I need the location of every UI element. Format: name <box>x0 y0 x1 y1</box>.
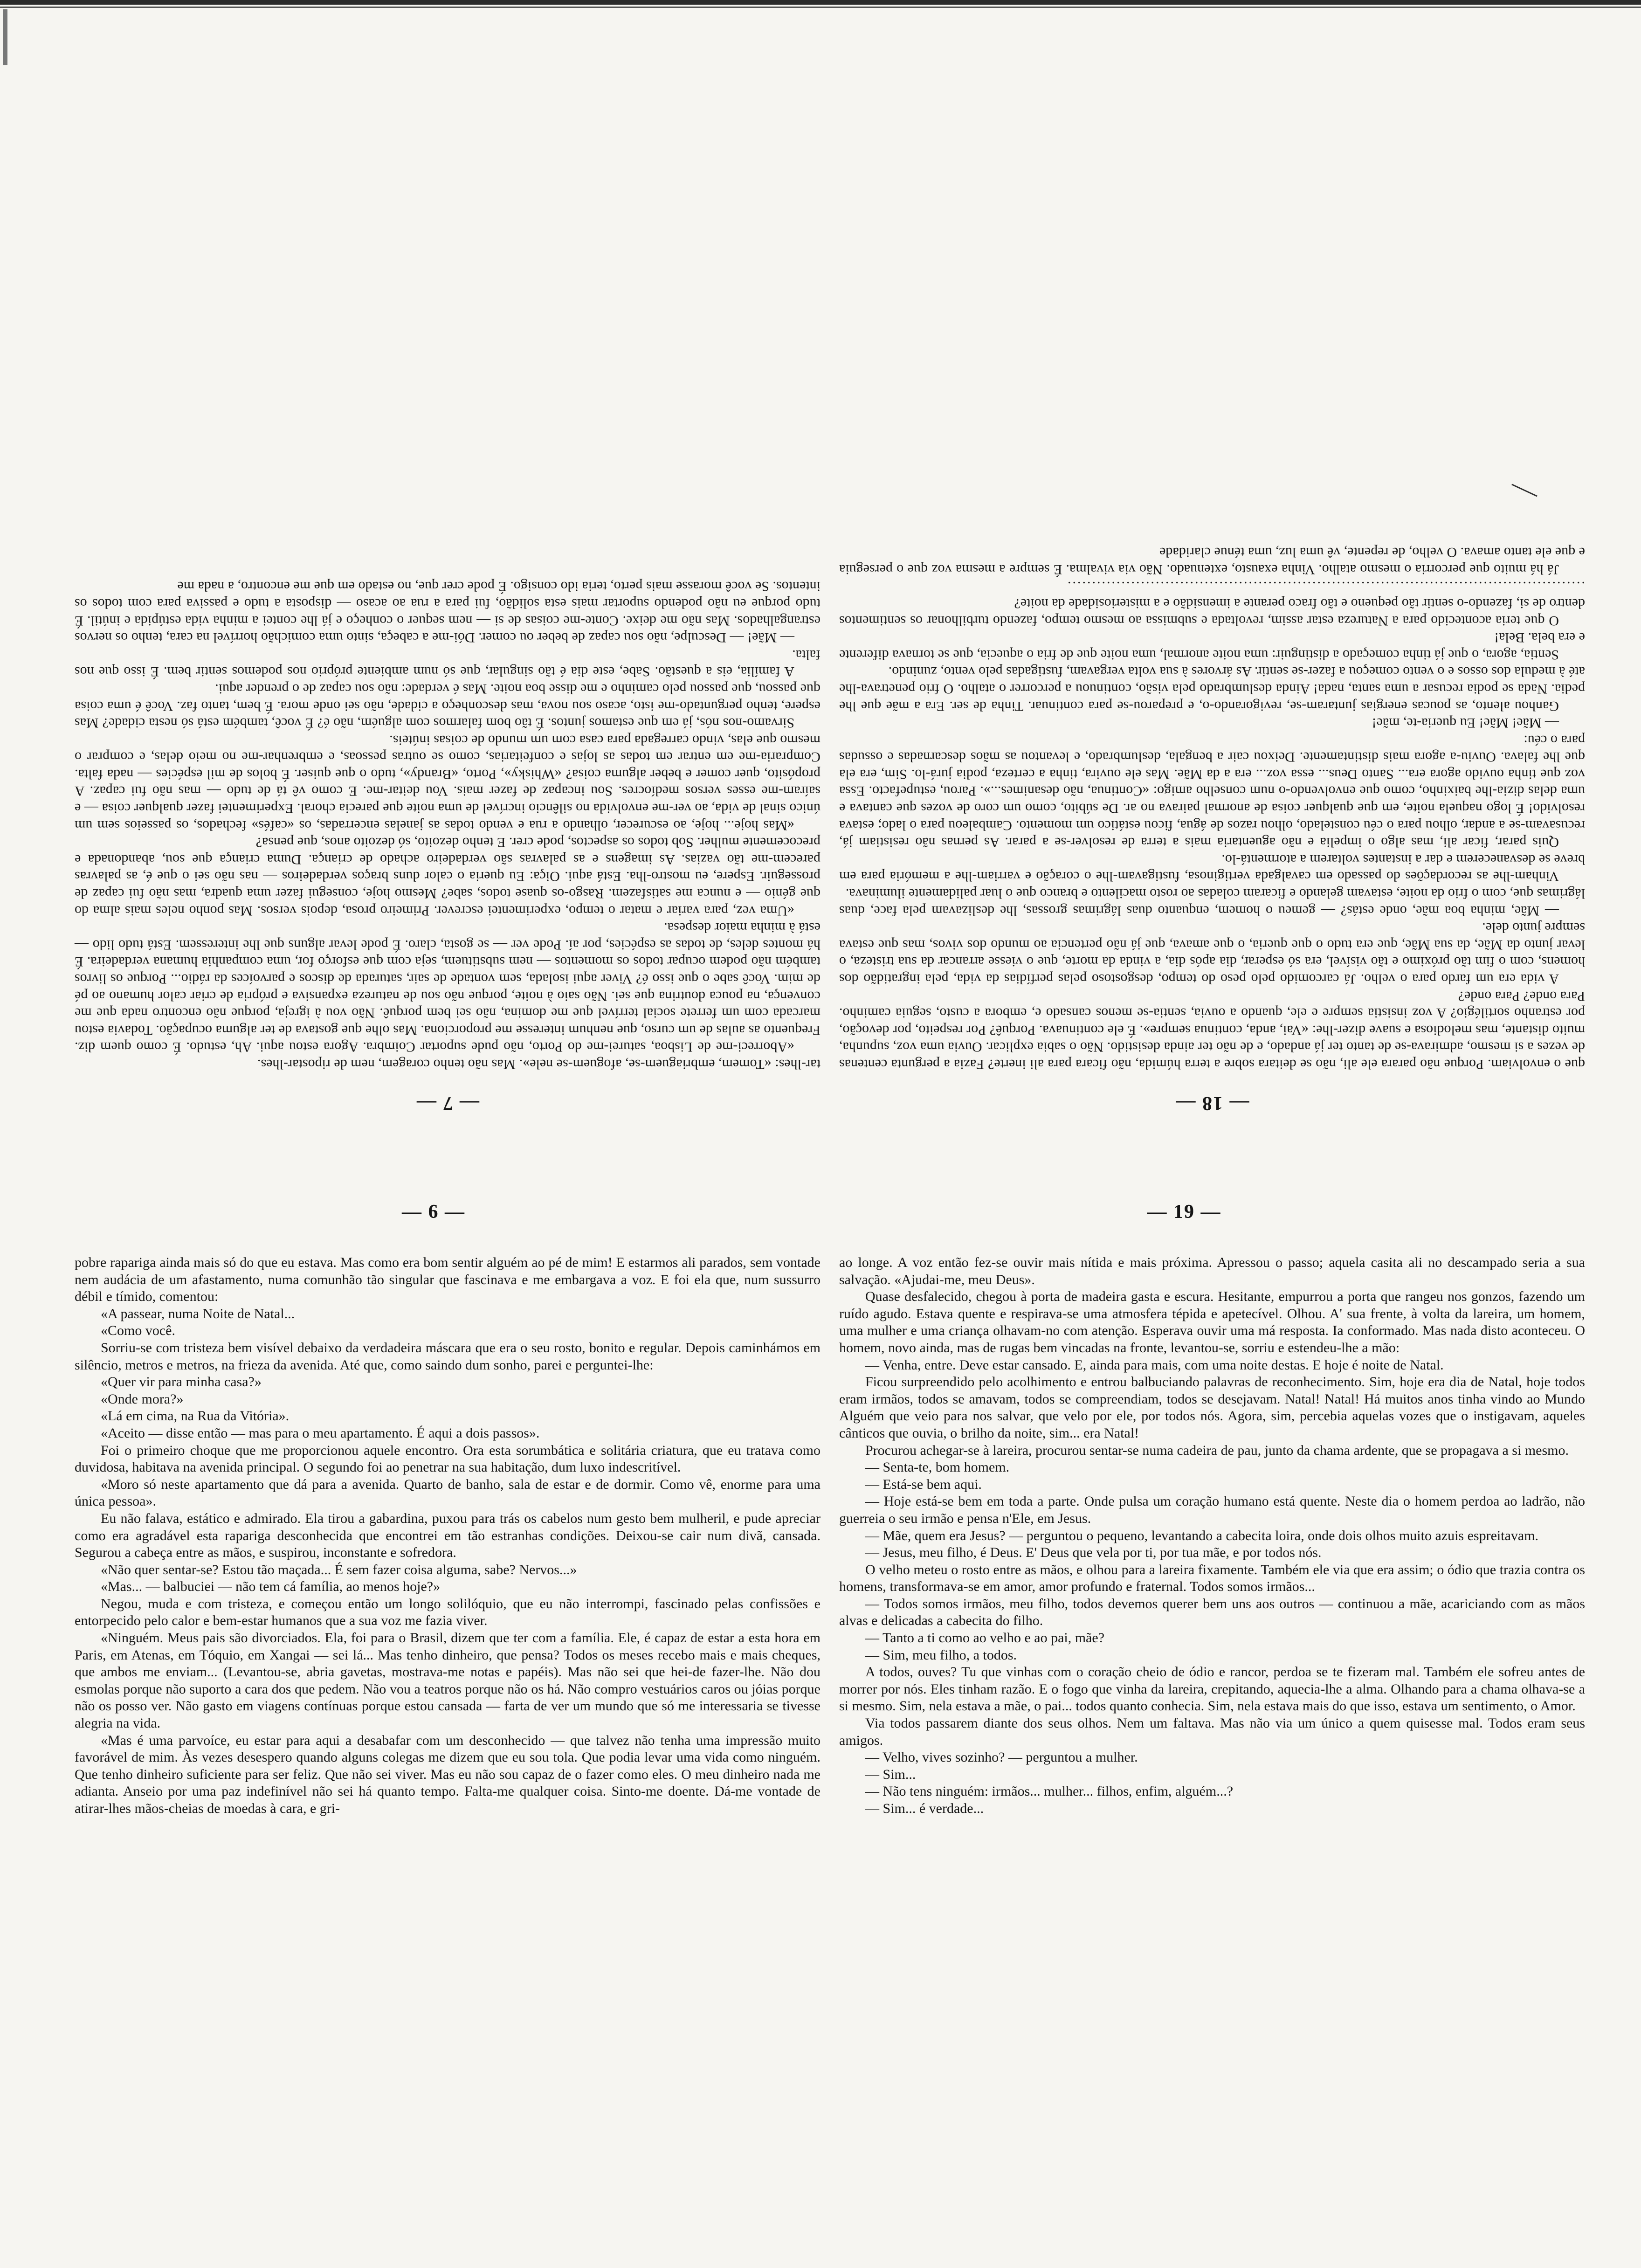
paragraph: tar-lhes: «Tomem, embriaguem-se, afoguem-se nele». Mas não tenho coragem, nem de ripostar-lhes. <box>257 1057 820 1072</box>
paragraph: Ficou surpreendido pelo acolhimento e entrou balbuciando palavras de reconhecimento. Sim, hoje era dia de Natal, hoje todos eram irmãos, todos se amavam, todos se compreendiam, todos se desejavam. Natal! Natal! Há muitos anos tinha vindo ao Mundo Alguém que veio para nos salvar, que velo por ele, por todos nós. Agora, sim, percebia aquelas vozes que o instigavam, aqueles cânticos que ouvia, o brilho da noite, sim... era Natal! <box>839 1374 1585 1441</box>
paragraph: Já há muito que percorria o mesmo atalho. Vinha exausto, extenuado. Não via vivalma. É sempre a mesma voz que o perseguia e que ele tanto amava. O velho, de repente, vê uma luz, uma ténue claridade <box>839 545 1585 577</box>
paragraph: — Sim, meu filho, a todos. <box>865 1647 1017 1663</box>
paragraph: Via todos passarem diante dos seus olhos. Nem um faltava. Mas não via um único a quem quisesse mal. Todos eram seus amigos. <box>839 1715 1585 1748</box>
paragraph: «Mas hoje... hoje, ao escurecer, olhando a rua e vendo todas as janelas encerradas, os «cafés» fechados, os passeios sem um único sinal de vida, ao ver-me envolvida no silêncio incrível de uma noite que parecia choral. Experimentei fazer qualquer coisa — e saíram-me esses versos medíocres. Sou incapaz de fazer mais. Vou deitar-me. E como vê tá de tudo — mas não fui capaz. A propósito, quer comer e beber alguma coisa? «Whisky», Porto, «Brandy», tudo o que quiser. É bolos de mil espécies — nada falta. Compraria-me em entrar em todas as lojas e confeitarias, como se outras pessoas, e embrenhar-me no meio delas, e comprar o mesmo que elas, vindo carregada para casa com um mundo de coisas inúteis. <box>75 732 820 833</box>
paragraph: — Tanto a ti como ao velho e ao pai, mãe? <box>865 1630 1105 1646</box>
page-18-upside-down <box>839 70 1585 1114</box>
paragraph: «Onde mora?» <box>101 1391 184 1407</box>
paragraph: — Jesus, meu filho, é Deus. E' Deus que vela por ti, por tua mãe, e por todos nós. <box>865 1545 1322 1561</box>
paragraph: «Como você. <box>101 1323 175 1339</box>
paragraph: «Quer vir para minha casa?» <box>101 1374 262 1390</box>
paragraph: Foi o primeiro choque que me proporcionou aquele encontro. Ora esta sorumbática e solitária criatura, que eu tratava como duvidosa, habitava na avenida principal. O segundo foi ao penetrar na sua habitação, dum luxo indescritível. <box>75 1442 820 1475</box>
paragraph: Sentia, agora, o que já tinha começado a distinguir: uma noite anormal, uma noite que de fria o aquecia, que se tornava diferente e era bela. Bela! <box>839 630 1585 663</box>
paragraph: O velho meteu o rosto entre as mãos, e olhou para a lareira fixamente. Também ele via que era assim; o ódio que trazia contra os homens, transformava-se em amor, amor profundo e fraternal. Todos somos irmãos... <box>839 1562 1585 1595</box>
paragraph: «Mas... — balbuciei — não tem cá família, ao menos hoje?» <box>101 1579 441 1595</box>
paragraph: Eu não falava, estático e admirado. Ela tirou a gabardina, puxou para trás os cabelos num gesto bem mulheril, e pude apreciar como era agradável esta rapariga desconhecida que encontrei em tão estranhas condições. Deixou-se cair num divã, cansada. Segurou a cabeça entre as mãos, e suspirou, inconstante e sofredora. <box>75 1510 820 1561</box>
paragraph: Procurou achegar-se à lareira, procurou sentar-se numa cadeira de pau, junto da chama ardente, que se propagava a si mesmo. <box>865 1442 1569 1458</box>
paragraph: «Moro só neste apartamento que dá para a avenida. Quarto de banho, sala de estar e de dormir. Como vê, enorme para uma única pessoa». <box>75 1476 820 1509</box>
page-6-text <box>75 1254 820 1818</box>
paragraph: Sorriu-se com tristeza bem visível debaixo da verdadeira máscara que era o seu rosto, bonito e regular. Depois caminhámos em silêncio, metros e metros, na frieza da avenida. Até que, como saindo dum sonho, parei e perguntei-lhe: <box>75 1340 820 1373</box>
paragraph: Negou, muda e com tristeza, e começou então um longo solilóquio, que eu não interrompi, fascinado pelas confissões e entorpecido pelo calor e bem-estar humanos que a sua voz me fazia viver. <box>75 1596 820 1629</box>
paragraph: «Ninguém. Meus pais são divorciados. Ela, foi para o Brasil, dizem que ter com a família. Ele, é capaz de estar a esta hora em Paris, em Atenas, em Tóquio, em Xangai — sei lá... Mas tenho dinheiro, que pensa? Todos os meses recebo mais e mais cheques, que ambos me enviam... (Levantou-se, abria gavetas, mostrava-me notas e papéis). Mas não sei que hei-de fazer-lhe. Não dou esmolas porque não suporto a cara dos que pedem. Não vou a teatros porque não os há. Não compro vestuários caros ou jóias porque não os posso ver. Não gasto em viagens contínuas porque estou cansada — farta de ver um mundo que só me interessaria se tivesse alegria na vida. <box>75 1630 820 1731</box>
page-number: — 6 — <box>402 1201 465 1223</box>
paragraph: ao longe. A voz então fez-se ouvir mais nítida e mais próxima. Apressou o passo; aquela casita ali no descampado seria a sua salvação. «Ajudai-me, meu Deus». <box>839 1255 1585 1287</box>
paragraph: — Sim... <box>865 1766 916 1782</box>
paragraph: — Velho, vives sozinho? — perguntou a mulher. <box>865 1749 1138 1765</box>
paragraph: Vinham-lhe as recordações do passado em cavalgada vertiginosa, fustigavam-lhe o coração e varriam-lhe a memória para em breve se desvanecerem e dar a instantes voltarem a atormentá-lo. <box>839 851 1585 885</box>
page-number: — 19 — <box>1147 1201 1221 1223</box>
paragraph: A vida era um fardo para o velho. Já carcomido pelo peso do tempo, desgostoso pelas perfídias da vida, pela ingratidão dos homens, com o fim tão próximo e tão visível, era só esperar, dia após dia, a vinda da morte, que o viesse arrancar da sua tristeza, o levar junto da Mãe, da sua Mãe, que era tudo o que queria, o que amava, que já não pertencia ao mundo dos vivos, mas que estava sempre junto dele. <box>839 920 1585 987</box>
paragraph: Sirvamo-nos nós, já em que estamos juntos. É tão bom falarmos com alguém, não é? É você, também está só nesta cidade? Mas espere, tenho perguntado-me isto, acaso sou nova, mas desconheço a cidade, não sei onde mora. É bem, tanto faz. Você é uma coisa que passou, que passou pelo caminho e me disse boa noite. Mas é verdade: não sou capaz de o prender aqui. <box>75 681 820 731</box>
paragraph: — Todos somos irmãos, meu filho, todos devemos querer bem uns aos outros — continuou a mãe, acariciando com as mãos alvas e delicadas a cabecita do filho. <box>839 1596 1585 1629</box>
paragraph: — Está-se bem aqui. <box>865 1476 982 1492</box>
page-number: — 7 — <box>416 1093 479 1114</box>
paragraph: — Mãe! — Desculpe, não sou capaz de beber ou comer. Dói-me a cabeça, sinto uma comichão horrível na cara, tenho os nervos estrangalhados. Mas não me deixe. Conte-me coisas de si — nem sequer o conheço e já lhe contei a minha vida estúpida e inútil. É tudo porque eu não podendo suportar mais esta solidão, fui para a rua ao acaso — disposta a tudo e passiva para com todos os intentos. Se você morasse mais perto, teria ido consigo. É pode crer que, no estado em que me encontro, a nada me <box>75 579 820 646</box>
page-7-text <box>75 578 820 1072</box>
page-6 <box>75 1254 820 2233</box>
paragraph: — Sim... é verdade... <box>865 1801 984 1816</box>
paragraph: A família, eis a questão. Sabe, este dia é tão singular, que só num ambiente próprio nos podemos sentir bem. É isso que nos falta. <box>75 647 820 680</box>
top-border-line <box>0 0 1641 5</box>
paragraph: Quase desfalecido, chegou à porta de madeira gasta e escura. Hesitante, empurrou a porta que rangeu nos gonzos, fazendo um ruído agudo. Estava quente e respirava-se uma atmosfera tépida e apetecível. Olhou. A' sua frente, à volta da lareira, um homem, uma mulher e uma criança olhavam-no com atenção. Esperava ouvir uma má resposta. Ia conformado. Mas nada disto aconteceu. O homem, novo ainda, mas de rugas bem vincadas na fronte, levantou-se, sorriu e estendeu-lhe a mão: <box>839 1289 1585 1355</box>
paragraph: «Lá em cima, na Rua da Vitória». <box>101 1408 290 1424</box>
paragraph: — Mãe, minha boa mãe, onde estás? — gemeu o homem, enquanto duas lágrimas grossas, lhe deslizavam pela face, duas lágrimas que, com o frio da noite, estavam gelando e ficaram coladas ao rosto macilento e branco que o luar palidamente iluminava. <box>839 886 1585 919</box>
paragraph: A todos, ouves? Tu que vinhas com o coração cheio de ódio e rancor, perdoa se te fizeram mal. Também ele sofreu antes de morrer por nós. Eles tinham razão. E o fogo que vinha da lareira, crepitando, aquecia-lhe a alma. Olhando para a chama olhava-se a si mesmo. Sim, nela estava a mãe, o pai... todos quanto conhecia. Sim, nela estava mais do que isso, estava um sentimento, o Amor. <box>839 1664 1585 1714</box>
page-7-upside-down <box>75 70 820 1114</box>
paragraph: que o envolviam. Porque não parara ele ali, não se deitara sobre a terra húmida, não ficara para ali inerte? Fazia a pergunta centenas de vezes a si mesmo, admirava-se de tanto ter já andado, e de não ter ainda desistido. Não o sabia explicar. Ouvia uma voz, supunha, muito distante, mas melodiosa e suave dizer-lhe: «Vai, anda, continua sempre». É ele continuava. Porquê? Por respeito, por devoção, por estranho sortilégio? A voz insistia sempre e ele, quando a ouvia, sentia-se menos cansado e, embora a custo, seguia caminho. Para onde? Para onde? <box>839 988 1585 1072</box>
paragraph: «Não quer sentar-se? Estou tão maçada... É sem fazer coisa alguma, sabe? Nervos...» <box>101 1562 577 1577</box>
paragraph: pobre rapariga ainda mais só do que eu estava. Mas como era bom sentir alguém ao pé de mim! E estarmos ali parados, sem vontade nem audácia de um afastamento, numa comunhão tão singular que fascinava e me embargava a voz. E foi ela que, num sussurro débil e tímido, comentou: <box>75 1255 820 1305</box>
paragraph: «Aborreci-me de Lisboa, saturei-me do Porto, não pude suportar Coimbra. Agora estou aqui. Ah, estudo. É como quem diz. Frequento as aulas de um curso, que nenhum interesse me proporciona. Mas olhe que gostava de ter alguma ocupação. Todavia estou marcada com um ferrete social terrível que me domina, não sei bem porquê. Não vou à igreja, porque não encontro nada que me convença, na pouca doutrina que sei. Não saio à noite, porque não sou de natureza expansiva e própria de criar calor humano ao pé de mim. Você sabe o que isso é? Viver aqui isolada, sem vontade de sair, saturada de discos e parvoíces da rádio... Porque os livros também não podem ocupar todos os momentos — nem substituem, seja com que esforço for, uma companhia humana verdadeira. É há montes deles, de todas as espécies, por aí. Pode ver — se gosta, claro. É pode levar alguns que lhe interessem. Está tudo lido — está à minha maior despesa. <box>75 920 820 1055</box>
page-19 <box>839 1254 1585 2233</box>
paragraph: — Não tens ninguém: irmãos... mulher... filhos, enfim, alguém...? <box>865 1784 1234 1799</box>
separator-dots: .......................................................................................................... <box>1066 579 1585 595</box>
paragraph: «Uma vez, para variar e matar o tempo, experimentei escrever. Primeiro prosa, depois versos. Mas ponho neles mais alma do que génio — e nunca me satisfazem. Rasgo-os quase todos, sabe? Mesmo hoje, consegui fazer uma quadra, mas não fui capaz de prosseguir. Espere, eu mostro-lha. Está aqui. Oiça: Eu queria o calor duns braços verdadeiros — nas não sei o que é, as palavras parecem-me tão vazias. As imagens e as palavras são verdadeiro achado de criança. Duma criança que sou, abandonada e precocemente mulher. Sob todos os aspectos, pode crer. E tenho dezoito, só dezoito anos, que pensa? <box>75 835 820 919</box>
paragraph: «Aceito — disse então — mas para o meu apartamento. É aqui a dois passos». <box>101 1425 540 1441</box>
paragraph: — Senta-te, bom homem. <box>865 1459 1010 1475</box>
scan-mark <box>3 9 7 65</box>
paragraph: «Mas é uma parvoíce, eu estar para aqui a desabafar com um desconhecido — que talvez não tenha uma impressão muito favorável de mim. Às vezes desespero quando alguns colegas me dizem que eu sou tola. Que podia levar uma vida como ninguém. Que tenho dinheiro suficiente para ser feliz. Que não sei viver. Mas eu não sou capaz de o fazer como eles. O meu dinheiro nada me adianta. Anseio por uma paz indefinível não sei há quanto tempo. Falta-me qualquer coisa. Sinto-me doente. Dá-me vontade de atirar-lhes mãos-cheias de moedas à cara, e gri- <box>75 1732 820 1816</box>
page-19-text <box>839 1254 1585 1818</box>
paragraph: O que teria acontecido para a Natureza estar assim, revoltada e submissa ao mesmo tempo, fazendo turbilhonar os sentimentos dentro de si, fazendo-o sentir tão pequeno e tão fraco perante a imensidão e a misteriosidade da noite? <box>839 595 1585 629</box>
paragraph: «A passear, numa Noite de Natal... <box>101 1306 295 1321</box>
paragraph: — Mãe! Mãe! Eu queria-te, mãe! <box>1372 715 1559 731</box>
page-18-text <box>839 544 1585 1072</box>
top-border-line-thin <box>0 7 1641 8</box>
page-number: — 18 — <box>1175 1093 1249 1114</box>
paragraph: — Mãe, quem era Jesus? — perguntou o pequeno, levantando a cabecita loira, onde dois olhos muito azuis espreitavam. <box>865 1528 1539 1543</box>
paragraph: Quis parar, ficar ali, mas algo o impelia e não aguentaria mais a terra de resolver-se a parar. As pernas não resistiam já, recusavam-se a andar, olhou para o céu constelado, olhou razos de água, ficou estático um momento. Cambaleou para o lado; estava resolvido! É logo naquela noite, em que qualquer coisa de anormal pairava no ar. De súbito, como um coro de vozes que cantava e uma delas dizia-lhe baixinho, como que envolvendo-o num conselho amigo: «Continua, não desanimes...». Parou, estupefacto. Essa voz que tinha ouvido agora era... Santo Deus... essa voz... era a da Mãe. Mas ele ouvira, tinha a certeza, podia jurá-lo. Sim, era ela que lhe falava. Ouviu-a agora mais distintamente. Deixou cair a bengala, deslumbrado, e levantou as mãos descarnadas e ossudas para o céu: <box>839 732 1585 850</box>
paragraph: Ganhou alento, as poucas energias juntaram-se, revigorando-o, e preparou-se para continuar. Tinha de ser. Era a mãe que lhe pedia. Nada se podia recusar a uma santa, nada! Ainda deslumbrado pela visão, continuou a percorrer o atalho. O frio penetrava-lhe até à medula dos ossos e o vento começou a fazer-se sentir. As árvores à sua volta vergavam, fustigadas pelo vento, zunindo. <box>839 664 1585 714</box>
paragraph: — Venha, entre. Deve estar cansado. E, ainda para mais, com uma noite destas. E hoje é noite de Natal. <box>865 1357 1444 1373</box>
paragraph: — Hoje está-se bem em toda a parte. Onde pulsa um coração humano está quente. Neste dia o homem perdoa ao ladrão, não guerreia o seu irmão e pensa n'Ele, em Jesus. <box>839 1494 1585 1526</box>
